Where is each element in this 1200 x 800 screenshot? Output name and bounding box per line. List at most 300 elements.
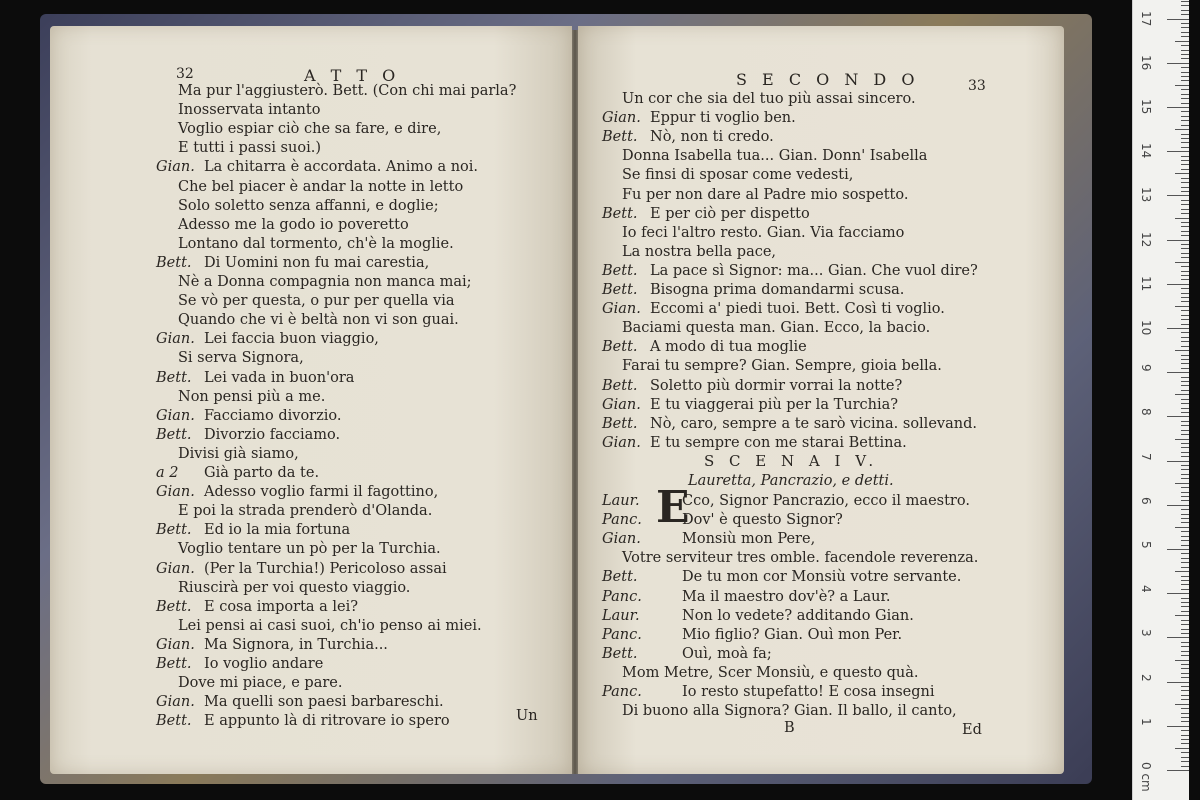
ruler-tick [1181,730,1189,731]
ruler-tick [1181,545,1189,546]
text-line: Eppur ti voglio ben. [650,110,796,127]
ruler-tick [1181,363,1189,364]
text-line: Un cor che sia del tuo più assai sincero. [622,91,916,107]
text-line: Dov' è questo Signor? [682,512,843,529]
ruler-tick [1181,257,1189,258]
ruler-tick [1181,651,1189,652]
ruler-tick [1181,757,1189,758]
scene-cast: Lauretta, Pancrazio, e detti. [688,473,894,489]
text-line: E tutti i passi suoi.) [178,140,321,157]
speaker-label: Gian. [602,396,641,413]
ruler-tick [1175,262,1189,263]
ruler-tick [1181,169,1189,170]
text-line: Ma pur l'aggiusterò. Bett. (Con chi mai parla? [178,83,517,99]
text-line: (Per la Turchia!) Pericoloso assai [204,560,447,577]
text-line: Io resto stupefatto! E cosa insegni [682,684,935,700]
text-line: Già parto da te. [204,465,320,481]
ruler-tick [1181,531,1189,532]
text-line: Adesso voglio farmi il fagottino, [204,484,439,501]
ruler-tick [1181,253,1189,254]
ruler-tick [1181,412,1189,413]
speaker-label: Panc. [602,588,642,605]
ruler-tick [1181,54,1189,55]
ruler-tick [1181,620,1189,621]
speaker-label: Laur. [602,493,640,509]
left-running-head: A T T O [304,66,401,85]
text-line: Solo soletto senza affanni, e doglie; [178,197,439,214]
ruler-tick [1181,103,1189,104]
ruler-tick [1181,558,1189,559]
ruler-tick [1181,324,1189,325]
ruler-tick [1181,492,1189,493]
ruler-tick [1175,660,1189,661]
ruler-tick [1175,483,1189,484]
ruler-tick [1181,430,1189,431]
text-line: Di buono alla Signora? Gian. Il ballo, il canto, [622,703,957,720]
scene-title: S C E N A I V. [704,452,879,470]
ruler-tick [1181,368,1189,369]
ruler-tick [1181,248,1189,249]
ruler-tick [1181,717,1189,718]
ruler-tick [1181,518,1189,519]
text-line: Io voglio andare [204,656,324,672]
left-page-number: 32 [176,66,194,82]
ruler-number: 6 [1139,496,1153,505]
speaker-label: Gian. [602,110,641,127]
ruler-tick [1181,297,1189,298]
speaker-label: Bett. [602,262,638,279]
ruler-tick [1181,301,1189,302]
ruler-tick [1181,244,1189,245]
speaker-label: Gian. [156,636,195,653]
text-line: Soletto più dormir vorrai la notte? [650,377,903,394]
speaker-label: Gian. [602,434,641,451]
text-line: E poi la strada prenderò d'Olanda. [178,503,433,520]
ruler-tick [1181,116,1189,117]
ruler-tick [1181,226,1189,227]
ruler-tick [1181,611,1189,612]
left-page [50,26,572,774]
text-line: Quando che vi è beltà non vi son guai. [178,312,459,329]
ruler-tick [1181,120,1189,121]
ruler-tick [1181,134,1189,135]
ruler-tick [1181,275,1189,276]
ruler-number: 14 [1139,143,1153,159]
ruler-tick [1175,41,1189,42]
ruler-tick [1181,27,1189,28]
text-line: E per ciò per dispetto [650,205,810,222]
ruler-tick [1181,478,1189,479]
text-line: Fu per non dare al Padre mio sospetto. [622,186,909,203]
ruler-tick [1181,315,1189,316]
ruler-tick [1181,421,1189,422]
ruler-tick [1181,319,1189,320]
text-line: Ouì, moà fa; [682,645,772,662]
text-line: Che bel piacer è andar la notte in letto [178,178,464,195]
ruler-tick [1181,576,1189,577]
ruler-tick [1181,36,1189,37]
text-line: E tu sempre con me starai Bettina. [650,434,907,451]
ruler-tick [1181,743,1189,744]
speaker-label: Bett. [602,377,638,394]
text-line: Bisogna prima domandarmi scusa. [650,282,905,298]
ruler-tick [1181,668,1189,669]
ruler-tick [1167,372,1189,373]
ruler-tick [1181,164,1189,165]
ruler-tick [1181,713,1189,714]
ruler-tick [1167,416,1189,417]
text-line: E appunto là di ritrovare io spero [204,713,450,730]
ruler-tick [1181,385,1189,386]
ruler-tick [1181,160,1189,161]
ruler-tick [1167,682,1189,683]
ruler-tick [1181,655,1189,656]
ruler-tick [1181,567,1189,568]
text-line: Inosservata intanto [178,102,321,119]
text-line: Lei faccia buon viaggio, [204,331,379,348]
ruler-tick [1181,390,1189,391]
ruler-tick [1181,204,1189,205]
right-page-number: 33 [968,78,986,94]
ruler-tick [1181,633,1189,634]
speaker-label: Panc. [602,684,642,700]
ruler-tick [1181,474,1189,475]
ruler-tick [1181,646,1189,647]
ruler-tick [1175,173,1189,174]
ruler-tick [1181,235,1189,236]
ruler-tick [1167,726,1189,727]
text-line: Mio figlio? Gian. Ouì mon Per. [682,626,903,643]
right-signature-mark: B [784,720,795,736]
text-line: Nò, non ti credo. [650,129,774,146]
ruler-tick [1181,58,1189,59]
ruler-tick [1181,403,1189,404]
text-line: Voglio tentare un pò per la Turchia. [178,541,441,558]
ruler-tick [1181,182,1189,183]
ruler-tick [1181,209,1189,210]
ruler-tick [1181,443,1189,444]
ruler-tick [1181,293,1189,294]
ruler-tick [1181,408,1189,409]
ruler-tick [1181,761,1189,762]
ruler-tick [1181,381,1189,382]
ruler-tick [1181,72,1189,73]
ruler-tick [1181,500,1189,501]
ruler-tick [1167,19,1189,20]
text-line: La nostra bella pace, [622,243,777,260]
text-line: Ma il maestro dov'è? a Laur. [682,588,891,605]
ruler-tick [1181,739,1189,740]
ruler-tick [1181,624,1189,625]
speaker-label: Bett. [602,282,638,298]
text-line: La pace sì Signor: ma... Gian. Che vuol dire? [650,262,978,279]
text-line: Ma quelli son paesi barbareschi. [204,694,444,711]
text-line: Baciami questa man. Gian. Ecco, la bacio. [622,320,931,337]
ruler-tick [1167,593,1189,594]
ruler-tick [1181,98,1189,99]
ruler-tick [1181,222,1189,223]
ruler-tick [1181,699,1189,700]
ruler-tick [1181,399,1189,400]
ruler-number: 4 [1139,585,1153,593]
ruler-tick [1181,522,1189,523]
speaker-label: Gian. [156,159,195,176]
ruler-tick [1181,425,1189,426]
ruler-tick [1181,377,1189,378]
ruler-tick [1181,589,1189,590]
ruler-tick [1175,306,1189,307]
ruler-tick [1181,341,1189,342]
ruler-tick [1181,310,1189,311]
ruler-tick [1181,629,1189,630]
ruler-tick [1181,447,1189,448]
ruler-tick [1181,553,1189,554]
measurement-ruler [1132,0,1189,800]
ruler-tick [1181,111,1189,112]
speaker-label: Bett. [156,426,192,443]
text-line: Lei pensi ai casi suoi, ch'io penso ai miei. [178,617,482,634]
ruler-tick [1175,129,1189,130]
ruler-tick [1181,67,1189,68]
ruler-tick [1181,562,1189,563]
speaker-label: Gian. [602,301,641,318]
ruler-tick [1181,456,1189,457]
ruler-number: 10 [1139,320,1153,336]
speaker-label: Bett. [156,656,192,672]
ruler-tick [1181,125,1189,126]
ruler-tick [1181,708,1189,709]
ruler-tick [1181,147,1189,148]
ruler-tick [1181,487,1189,488]
ruler-tick [1167,240,1189,241]
ruler-tick [1181,23,1189,24]
right-page [578,26,1064,774]
text-line: Se finsi di sposar come vedesti, [622,167,854,184]
ruler-tick [1181,187,1189,188]
text-line: Monsiù mon Pere, [682,531,816,548]
right-running-head: S E C O N D O [736,70,920,89]
ruler-tick [1181,76,1189,77]
speaker-label: Bett. [602,645,638,662]
ruler-tick [1175,85,1189,86]
text-line: Dove mi piace, e pare. [178,675,343,692]
text-line: Mom Metre, Scer Monsiù, e questo quà. [622,664,919,681]
ruler-tick [1181,602,1189,603]
ruler-tick [1181,156,1189,157]
ruler-tick [1181,695,1189,696]
speaker-label: Bett. [602,129,638,146]
text-line: Io feci l'altro resto. Gian. Via facciamo [622,224,905,241]
text-line: Non pensi più a me. [178,388,326,405]
ruler-tick [1181,735,1189,736]
speaker-label: Gian. [156,560,195,577]
speaker-label: Bett. [602,569,638,586]
ruler-tick [1181,721,1189,722]
ruler-tick [1181,673,1189,674]
ruler-tick [1181,288,1189,289]
ruler-tick [1167,461,1189,462]
ruler-tick [1167,195,1189,196]
ruler-tick [1175,527,1189,528]
ruler-tick [1181,200,1189,201]
ruler-number: 3 [1139,629,1153,638]
ruler-tick [1181,677,1189,678]
ruler-tick [1181,452,1189,453]
ruler-tick [1181,469,1189,470]
text-line: Divisi già siamo, [178,445,299,462]
speaker-label: Gian. [602,531,641,548]
ruler-number: 0 cm [1139,762,1153,792]
text-line: Adesso me la godo io poveretto [178,216,409,233]
ruler-tick [1181,138,1189,139]
text-line: Si serva Signora, [178,350,304,367]
ruler-tick [1167,284,1189,285]
ruler-tick [1181,346,1189,347]
ruler-tick [1181,434,1189,435]
ruler-tick [1167,637,1189,638]
speaker-label: Gian. [156,407,195,424]
ruler-number: 16 [1139,54,1153,71]
ruler-tick [1181,178,1189,179]
ruler-tick [1175,571,1189,572]
ruler-tick [1181,514,1189,515]
speaker-label: Gian. [156,694,195,711]
ruler-tick [1167,328,1189,329]
ruler-tick [1181,766,1189,767]
ruler-tick [1175,350,1189,351]
text-line: A modo di tua moglie [650,339,807,356]
text-line: Ed io la mia fortuna [204,522,351,539]
ruler-tick [1181,465,1189,466]
ruler-tick [1181,32,1189,33]
speaker-label: Gian. [156,484,195,501]
text-line: De tu mon cor Monsiù votre servante. [682,569,962,586]
ruler-tick [1181,332,1189,333]
ruler-tick [1181,598,1189,599]
text-line: Ma Signora, in Turchia... [204,636,388,653]
ruler-tick [1181,231,1189,232]
ruler-tick [1181,80,1189,81]
ruler-tick [1175,218,1189,219]
ruler-tick [1181,536,1189,537]
text-line: Cco, Signor Pancrazio, ecco il maestro. [682,493,970,509]
text-line: E cosa importa a lei? [204,598,359,615]
speaker-label: Panc. [602,512,642,529]
speaker-label: Bett. [156,369,192,386]
ruler-tick [1167,549,1189,550]
ruler-tick [1167,505,1189,506]
ruler-tick [1181,752,1189,753]
ruler-number: 9 [1139,364,1153,372]
ruler-tick [1181,1,1189,2]
ruler-tick [1175,748,1189,749]
ruler-number: 11 [1139,275,1153,292]
text-line: Se vò per questa, o pur per quella via [178,293,455,310]
text-line: Farai tu sempre? Gian. Sempre, gioia bella. [622,358,942,375]
ruler-tick [1181,642,1189,643]
speaker-label: Bett. [156,254,192,271]
text-line: Nò, caro, sempre a te sarò vicina. sollevand. [650,415,977,432]
ruler-number: 1 [1139,717,1153,726]
text-line: Eccomi a' piedi tuoi. Bett. Così ti voglio. [650,301,945,318]
speaker-label: Bett. [602,205,638,222]
ruler-number: 13 [1139,187,1153,203]
ruler-tick [1181,337,1189,338]
text-line: Lontano dal tormento, ch'è la moglie. [178,235,454,252]
ruler-tick [1181,94,1189,95]
right-catchword: Ed [962,722,982,738]
text-line: Nè a Donna compagnia non manca mai; [178,274,472,290]
ruler-tick [1181,580,1189,581]
drop-cap: E [656,482,690,533]
speaker-label: Bett. [602,415,638,432]
text-line: Di Uomini non fu mai carestia, [204,254,430,271]
text-line: Facciamo divorzio. [204,407,342,424]
ruler-tick [1181,14,1189,15]
text-line: Votre serviteur tres omble. facendole reverenza. [622,550,979,567]
ruler-number: 15 [1139,99,1153,115]
text-line: Riuscirà per voi questo viaggio. [178,579,411,596]
ruler-tick [1181,355,1189,356]
text-line: La chitarra è accordata. Animo a noi. [204,159,479,176]
ruler-tick [1181,45,1189,46]
speaker-label: Gian. [156,331,195,348]
ruler-tick [1181,359,1189,360]
text-line: Divorzio facciamo. [204,426,341,443]
ruler-tick [1181,540,1189,541]
ruler-tick [1181,191,1189,192]
ruler-tick [1181,279,1189,280]
ruler-number: 7 [1139,452,1153,461]
ruler-tick [1181,584,1189,585]
text-line: Lei vada in buon'ora [204,369,355,386]
ruler-tick [1181,496,1189,497]
ruler-tick [1181,10,1189,11]
ruler-tick [1167,770,1189,771]
ruler-tick [1181,664,1189,665]
ruler-tick [1181,266,1189,267]
ruler-tick [1167,107,1189,108]
ruler-tick [1181,142,1189,143]
ruler-number: 8 [1139,408,1153,417]
ruler-tick [1181,213,1189,214]
ruler-tick [1175,615,1189,616]
ruler-tick [1175,704,1189,705]
speaker-label: Bett. [156,713,192,730]
ruler-number: 12 [1139,231,1153,247]
ruler-tick [1175,394,1189,395]
speaker-label: Bett. [602,339,638,356]
text-line: Voglio espiar ciò che sa fare, e dire, [178,121,442,138]
speaker-label: Panc. [602,626,642,643]
ruler-number: 2 [1139,673,1153,682]
ruler-number: 17 [1139,10,1153,26]
ruler-tick [1175,439,1189,440]
ruler-tick [1181,271,1189,272]
speaker-label: Bett. [156,522,192,539]
ruler-tick [1181,686,1189,687]
text-line: Donna Isabella tua... Gian. Donn' Isabella [622,148,928,165]
ruler-tick [1181,690,1189,691]
ruler-tick [1181,606,1189,607]
left-catchword: Un [516,708,538,724]
ruler-tick [1167,151,1189,152]
ruler-number: 5 [1139,541,1153,549]
speaker-label: Bett. [156,598,192,615]
text-line: Non lo vedete? additando Gian. [682,607,914,624]
ruler-tick [1181,89,1189,90]
ruler-tick [1181,509,1189,510]
